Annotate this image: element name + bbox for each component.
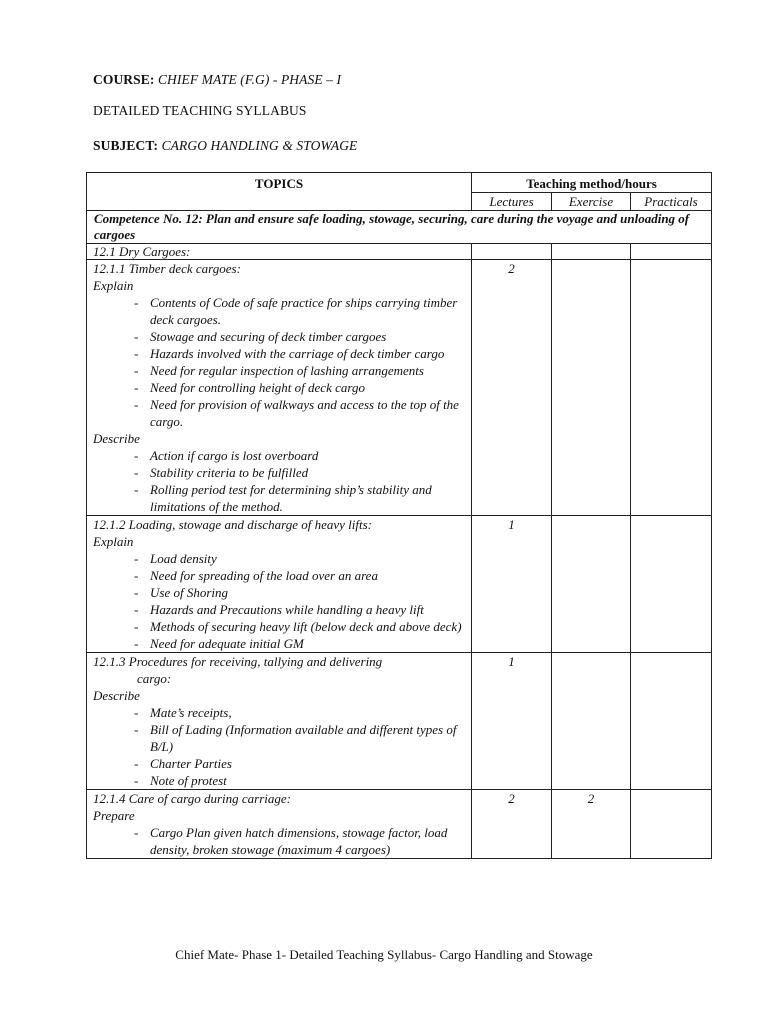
group-label: Explain [93, 534, 134, 549]
list-item: - Need for regular inspection of lashing arrangements [134, 362, 465, 379]
table-row [87, 260, 712, 516]
bullet-list [93, 294, 465, 430]
practicals-hours [631, 260, 712, 516]
exercise-hours [552, 516, 631, 653]
subject-value: CARGO HANDLING & STOWAGE [161, 138, 358, 153]
exercise-hours [552, 260, 631, 516]
list-item: - Action if cargo is lost overboard [134, 447, 465, 464]
exercise-hours: 2 [552, 790, 631, 859]
practicals-header: Practicals [631, 193, 712, 211]
topic-cell [87, 653, 472, 790]
course-line [93, 72, 341, 88]
exercise-header: Exercise [552, 193, 631, 211]
lectures-hours: 2 [472, 260, 552, 516]
topics-header: TOPICS [87, 173, 472, 211]
list-item: - Load density [134, 550, 465, 567]
list-item: - Stability criteria to be fulfilled [134, 464, 465, 481]
list-item: - Charter Parties [134, 755, 465, 772]
course-value: CHIEF MATE (F.G) - PHASE – I [157, 72, 342, 87]
group-label: Prepare [93, 808, 135, 823]
list-item: - Need for controlling height of deck cargo [134, 379, 465, 396]
syllabus-title: DETAILED TEACHING SYLLABUS [93, 103, 307, 118]
subject-label: SUBJECT: [93, 138, 159, 153]
competence-text: Competence No. 12: Plan and ensure safe loading, stowage, securing, care during the voyage and unloading of cargoes [87, 211, 712, 244]
list-item: - Bill of Lading (Information available and different types of B/L) [134, 721, 465, 755]
bullet-list [93, 447, 465, 515]
page-footer: Chief Mate- Phase 1- Detailed Teaching Syllabus- Cargo Handling and Stowage [175, 947, 593, 962]
syllabus-table [86, 172, 712, 859]
topic-title: 12.1.2 Loading, stowage and discharge of heavy lifts: [93, 517, 372, 532]
topic-title: 12.1.4 Care of cargo during carriage: [93, 791, 291, 806]
list-item: - Note of protest [134, 772, 465, 789]
table-header-row [87, 173, 712, 193]
section-row [87, 244, 712, 260]
bullet-list [93, 824, 465, 858]
topic-title-continued: cargo: [137, 671, 172, 686]
teaching-method-header: Teaching method/hours [472, 173, 712, 193]
section-title: 12.1 Dry Cargoes: [87, 244, 472, 260]
topic-cell [87, 516, 472, 653]
subject-line [93, 138, 357, 154]
lectures-hours: 2 [472, 790, 552, 859]
lectures-header: Lectures [472, 193, 552, 211]
list-item: - Use of Shoring [134, 584, 465, 601]
list-item: - Need for spreading of the load over an area [134, 567, 465, 584]
list-item: - Methods of securing heavy lift (below deck and above deck) [134, 618, 465, 635]
lectures-hours: 1 [472, 516, 552, 653]
group-label: Describe [93, 688, 140, 703]
course-label: COURSE: [93, 72, 155, 87]
list-item: - Mate’s receipts, [134, 704, 465, 721]
topic-cell [87, 260, 472, 516]
lectures-hours: 1 [472, 653, 552, 790]
topic-cell [87, 790, 472, 859]
practicals-hours [631, 516, 712, 653]
list-item: - Need for adequate initial GM [134, 635, 465, 652]
table-row [87, 790, 712, 859]
list-item: - Hazards and Precautions while handling a heavy lift [134, 601, 465, 618]
list-item: - Cargo Plan given hatch dimensions, stowage factor, load density, broken stowage (maximum 4 cargoes) [134, 824, 465, 858]
exercise-hours [552, 653, 631, 790]
list-item: - Stowage and securing of deck timber cargoes [134, 328, 465, 345]
practicals-hours [631, 790, 712, 859]
table-row [87, 516, 712, 653]
group-label: Explain [93, 278, 134, 293]
practicals-hours [631, 653, 712, 790]
list-item: - Contents of Code of safe practice for ships carrying timber deck cargoes. [134, 294, 465, 328]
topic-title: 12.1.3 Procedures for receiving, tallying and delivering [93, 654, 383, 669]
competence-row [87, 211, 712, 244]
list-item: - Rolling period test for determining ship’s stability and limitations of the method. [134, 481, 465, 515]
bullet-list [93, 550, 465, 652]
list-item: - Need for provision of walkways and access to the top of the cargo. [134, 396, 465, 430]
topic-title: 12.1.1 Timber deck cargoes: [93, 261, 241, 276]
group-label: Describe [93, 431, 140, 446]
list-item: - Hazards involved with the carriage of deck timber cargo [134, 345, 465, 362]
bullet-list [93, 704, 465, 789]
table-row [87, 653, 712, 790]
